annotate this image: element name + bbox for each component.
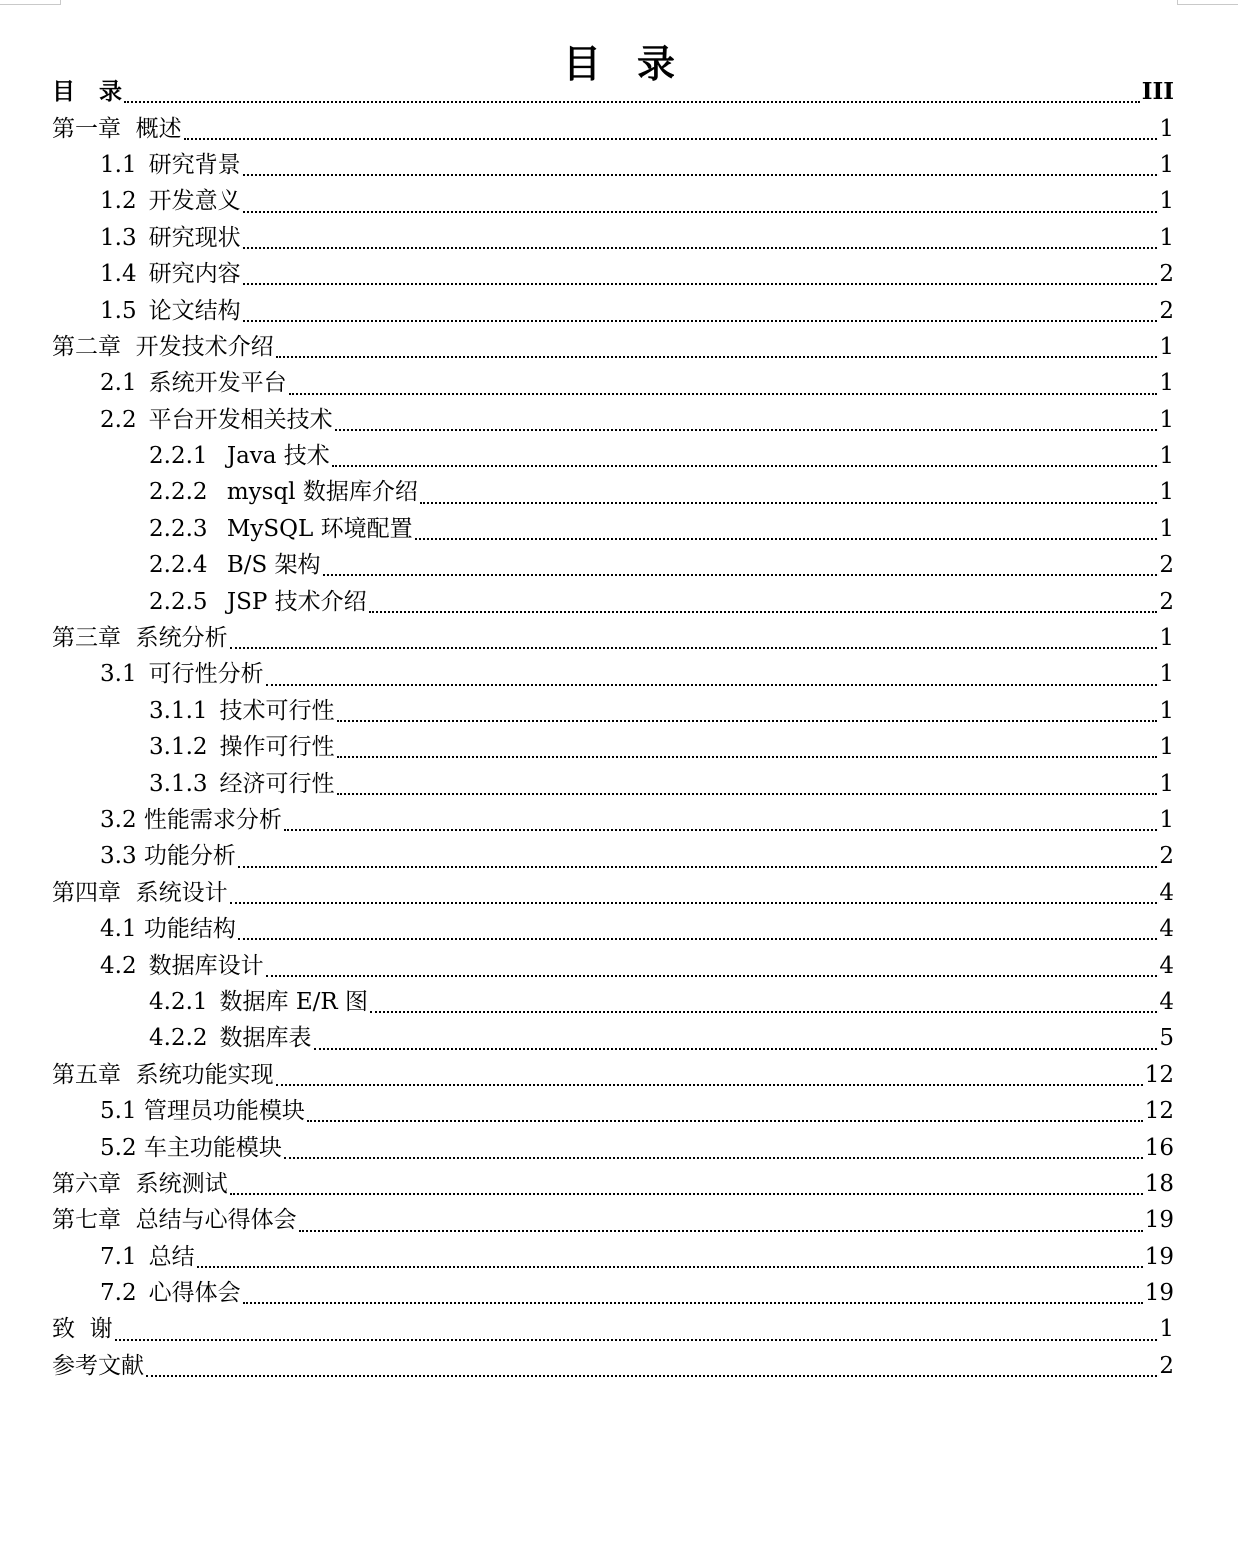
toc-entry-number: 1.2 (100, 188, 137, 215)
toc-dot-leader (370, 999, 1157, 1013)
toc-dot-leader (332, 453, 1158, 467)
toc-entry-page-number: 16 (1144, 1134, 1174, 1161)
toc-entry-title: 第三章 系统分析 (52, 625, 228, 652)
toc-entry[interactable] (52, 147, 1174, 183)
toc-entry[interactable] (52, 911, 1174, 947)
toc-entry[interactable] (52, 1166, 1174, 1202)
toc-dot-leader (276, 344, 1158, 358)
toc-entry-title: 第七章 总结与心得体会 (52, 1207, 297, 1234)
toc-entry-page-number: 1 (1159, 224, 1174, 251)
toc-entry[interactable] (52, 656, 1174, 692)
toc-entry-page-number: 19 (1144, 1207, 1174, 1234)
toc-entry-page-number: 2 (1159, 588, 1174, 615)
toc-entry[interactable] (52, 256, 1174, 292)
toc-entry-title: 心得体会 (148, 1280, 241, 1307)
toc-entry-number: 3.1.2 (149, 734, 208, 761)
toc-entry-number: 1.1 (100, 151, 137, 178)
toc-entry[interactable] (52, 802, 1174, 838)
toc-entry-number: 2.1 (100, 370, 137, 397)
toc-entry-number: 2.2 (100, 406, 137, 433)
toc-entry[interactable] (52, 292, 1174, 328)
toc-entry[interactable] (52, 402, 1174, 438)
toc-entry-page-number: 1 (1159, 370, 1174, 397)
toc-entry-title: 第五章 系统功能实现 (52, 1061, 274, 1088)
toc-entry[interactable] (52, 1093, 1174, 1129)
toc-dot-leader (238, 926, 1157, 940)
toc-entry-page-number: 4 (1159, 952, 1174, 979)
toc-dot-leader (337, 781, 1158, 795)
toc-entry-title: 数据库设计 (148, 952, 264, 979)
toc-dot-leader (197, 1254, 1143, 1268)
toc-entry-number: 1.4 (100, 261, 137, 288)
toc-entry-title: 操作可行性 (219, 734, 335, 761)
page-corner-mark-right (1177, 0, 1238, 5)
toc-entry-page-number: 2 (1159, 261, 1174, 288)
toc-entry-number: 2.2.2 (149, 479, 208, 506)
toc-dot-leader (230, 635, 1158, 649)
toc-entry-number: 3.1 (100, 661, 137, 688)
toc-entry-number: 4.2.2 (149, 1025, 208, 1052)
toc-dot-leader (323, 562, 1158, 576)
toc-entry-number: 4.2.1 (149, 988, 208, 1015)
toc-entry-page-number: 2 (1159, 1352, 1174, 1379)
toc-entry-page-number: 19 (1144, 1280, 1174, 1307)
toc-entry-number: 4.2 (100, 952, 137, 979)
page-title-part1: 目 (562, 42, 601, 87)
toc-entry-title: 可行性分析 (148, 661, 264, 688)
toc-entry-page-number: 1 (1159, 734, 1174, 761)
page-title-part2: 录 (637, 42, 676, 87)
toc-entry-title: Java 技术 (219, 443, 330, 470)
toc-dot-leader (266, 963, 1158, 977)
toc-dot-leader (124, 89, 1140, 103)
toc-entry-title: 平台开发相关技术 (148, 406, 333, 433)
toc-dot-leader (243, 271, 1158, 285)
toc-dot-leader (307, 1108, 1143, 1122)
toc-entry-page-number: 1 (1159, 1316, 1174, 1343)
toc-entry[interactable] (52, 1020, 1174, 1056)
toc-entry[interactable] (52, 1311, 1174, 1347)
toc-entry-title: 总结 (148, 1243, 195, 1270)
toc-entry-title: 致 谢 (52, 1316, 113, 1343)
toc-entry[interactable] (52, 729, 1174, 765)
toc-entry[interactable] (52, 1239, 1174, 1275)
toc-entry-page-number: 1 (1159, 515, 1174, 542)
toc-entry-title: 论文结构 (148, 297, 241, 324)
toc-entry-page-number: 1 (1159, 479, 1174, 506)
toc-entry-title: MySQL 环境配置 (219, 515, 413, 542)
toc-dot-leader (243, 235, 1158, 249)
toc-entry-title: B/S 架构 (219, 552, 321, 579)
toc-entry-title: 技术可行性 (219, 697, 335, 724)
toc-entry-number: 1.5 (100, 297, 137, 324)
toc-entry-title: 第二章 开发技术介绍 (52, 333, 274, 360)
toc-entry-title: 目 录 (52, 78, 123, 106)
table-of-contents (52, 74, 1174, 1384)
toc-entry[interactable] (52, 438, 1174, 474)
toc-entry-title: 研究内容 (148, 261, 241, 288)
toc-entry-page-number: 12 (1144, 1098, 1174, 1125)
toc-entry-number: 3.1.1 (149, 697, 208, 724)
toc-entry-page-number: 1 (1159, 115, 1174, 142)
toc-entry[interactable] (52, 1202, 1174, 1238)
toc-entry-page-number: 1 (1159, 406, 1174, 433)
toc-entry[interactable] (52, 74, 1174, 110)
toc-entry-page-number: 1 (1159, 625, 1174, 652)
toc-entry-page-number: 1 (1159, 188, 1174, 215)
toc-entry-title: 系统开发平台 (148, 370, 287, 397)
toc-dot-leader (146, 1363, 1157, 1377)
toc-entry[interactable] (52, 875, 1174, 911)
toc-entry-page-number: 1 (1159, 333, 1174, 360)
toc-entry[interactable] (52, 110, 1174, 146)
toc-entry-page-number: 2 (1159, 552, 1174, 579)
toc-entry-title: 数据库 E/R 图 (219, 988, 369, 1015)
toc-entry-title: 开发意义 (148, 188, 241, 215)
toc-entry[interactable] (52, 984, 1174, 1020)
toc-entry-number: 1.3 (100, 224, 137, 251)
toc-entry-title: JSP 技术介绍 (219, 588, 367, 615)
toc-entry[interactable] (52, 474, 1174, 510)
toc-entry[interactable] (52, 220, 1174, 256)
toc-entry[interactable] (52, 620, 1174, 656)
toc-entry[interactable] (52, 1348, 1174, 1384)
toc-dot-leader (230, 890, 1158, 904)
toc-entry-number: 2.2.5 (149, 588, 208, 615)
toc-entry-page-number: 1 (1159, 661, 1174, 688)
toc-dot-leader (243, 162, 1158, 176)
toc-entry-title: 第四章 系统设计 (52, 879, 228, 906)
toc-entry-title: 参考文献 (52, 1352, 144, 1379)
toc-dot-leader (284, 817, 1157, 831)
toc-dot-leader (337, 708, 1158, 722)
toc-dot-leader (266, 672, 1158, 686)
toc-entry-page-number: III (1141, 78, 1174, 106)
toc-entry[interactable] (52, 765, 1174, 801)
toc-dot-leader (276, 1072, 1143, 1086)
toc-entry[interactable] (52, 693, 1174, 729)
toc-entry[interactable] (52, 365, 1174, 401)
toc-entry-page-number: 2 (1159, 843, 1174, 870)
toc-entry-title: 研究背景 (148, 151, 241, 178)
toc-dot-leader (289, 381, 1158, 395)
toc-dot-leader (369, 599, 1158, 613)
toc-dot-leader (243, 1290, 1143, 1304)
toc-entry-page-number: 1 (1159, 151, 1174, 178)
toc-dot-leader (415, 526, 1158, 540)
toc-entry-page-number: 1 (1159, 697, 1174, 724)
toc-entry-page-number: 5 (1159, 1025, 1174, 1052)
toc-entry-number: 2.2.4 (149, 552, 208, 579)
toc-entry-page-number: 12 (1144, 1061, 1174, 1088)
toc-dot-leader (314, 1036, 1158, 1050)
toc-entry-title: 5.1 管理员功能模块 (100, 1098, 305, 1125)
toc-entry-title: 经济可行性 (219, 770, 335, 797)
toc-dot-leader (335, 417, 1158, 431)
toc-entry[interactable] (52, 1057, 1174, 1093)
toc-dot-leader (284, 1145, 1143, 1159)
toc-entry[interactable] (52, 547, 1174, 583)
toc-entry[interactable] (52, 583, 1174, 619)
toc-entry-title: 4.1 功能结构 (100, 916, 236, 943)
toc-entry[interactable] (52, 329, 1174, 365)
toc-dot-leader (337, 744, 1158, 758)
toc-entry-page-number: 4 (1159, 916, 1174, 943)
toc-dot-leader (243, 308, 1158, 322)
toc-entry-page-number: 1 (1159, 807, 1174, 833)
toc-dot-leader (243, 199, 1158, 213)
toc-entry-title: 研究现状 (148, 224, 241, 251)
toc-entry-page-number: 2 (1159, 297, 1174, 324)
toc-entry-title: 数据库表 (219, 1025, 312, 1052)
toc-dot-leader (184, 126, 1158, 140)
toc-entry-title: 5.2 车主功能模块 (100, 1134, 282, 1161)
toc-dot-leader (230, 1181, 1143, 1195)
toc-entry-title: 3.2 性能需求分析 (100, 807, 282, 833)
toc-dot-leader (299, 1218, 1143, 1232)
toc-entry[interactable] (52, 1129, 1174, 1165)
toc-entry-page-number: 19 (1144, 1243, 1174, 1270)
toc-entry-number: 2.2.1 (149, 443, 208, 470)
toc-dot-leader (420, 490, 1158, 504)
toc-entry-number: 2.2.3 (149, 515, 208, 542)
toc-entry-page-number: 4 (1159, 988, 1174, 1015)
toc-entry-title: 第六章 系统测试 (52, 1170, 228, 1197)
toc-entry-title: 第一章 概述 (52, 115, 182, 142)
toc-entry[interactable] (52, 838, 1174, 874)
toc-entry-number: 7.1 (100, 1243, 137, 1270)
toc-entry-page-number: 4 (1159, 879, 1174, 906)
toc-entry-title: mysql 数据库介绍 (219, 479, 418, 506)
toc-entry-number: 7.2 (100, 1280, 137, 1307)
toc-entry-title: 3.3 功能分析 (100, 843, 236, 870)
toc-entry-number: 3.1.3 (149, 770, 208, 797)
page-corner-mark-left (0, 0, 61, 5)
toc-entry-page-number: 1 (1159, 443, 1174, 470)
toc-entry[interactable] (52, 947, 1174, 983)
toc-dot-leader (238, 854, 1157, 868)
toc-entry[interactable] (52, 511, 1174, 547)
toc-entry[interactable] (52, 1275, 1174, 1311)
toc-entry-page-number: 18 (1144, 1170, 1174, 1197)
toc-entry[interactable] (52, 183, 1174, 219)
toc-dot-leader (115, 1327, 1158, 1341)
toc-entry-page-number: 1 (1159, 770, 1174, 797)
